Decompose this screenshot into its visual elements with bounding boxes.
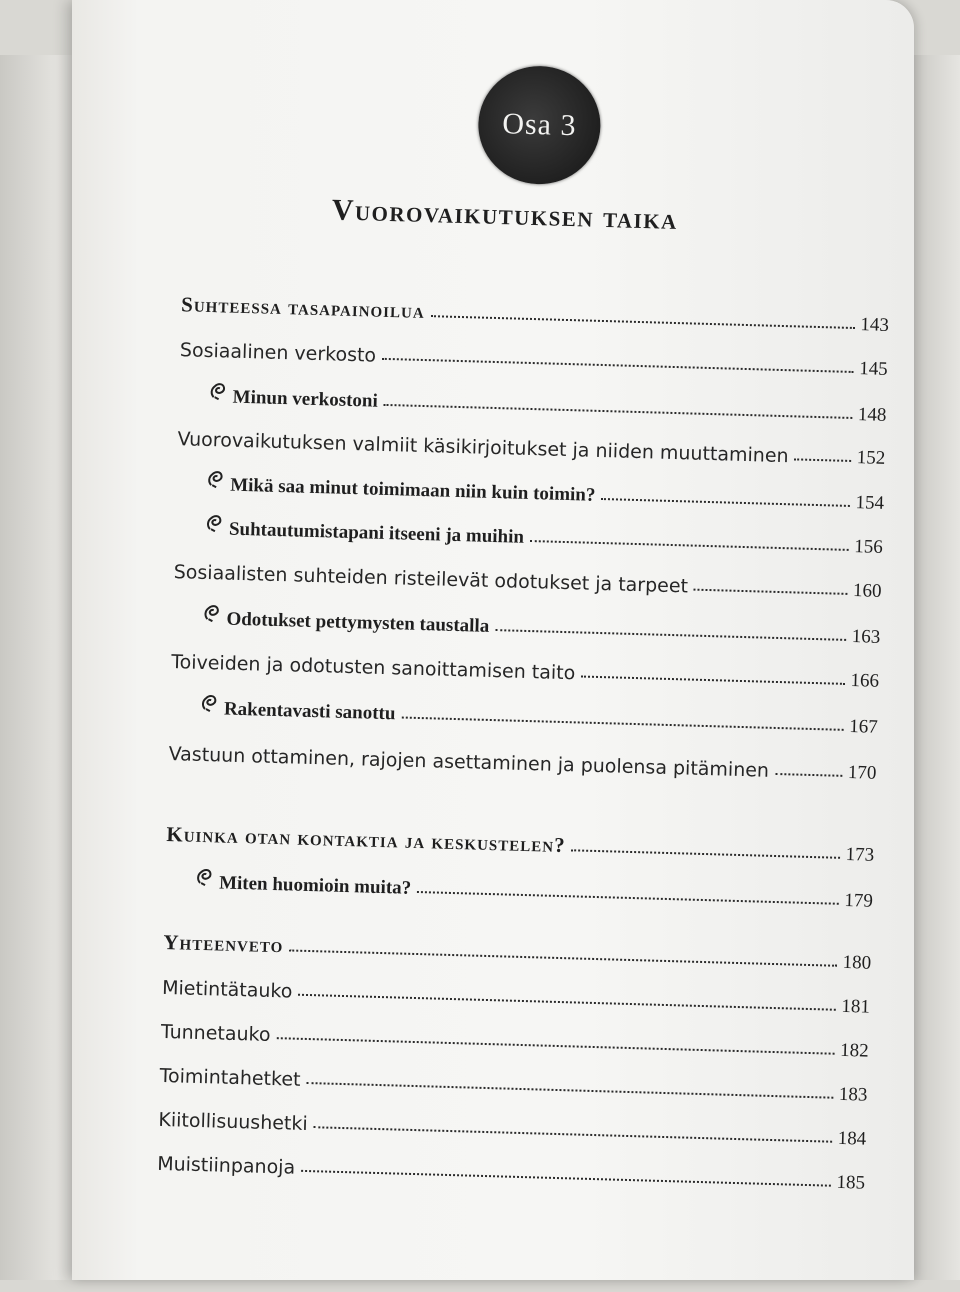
toc-entry-row xyxy=(168,731,877,785)
dot-leader xyxy=(431,315,855,329)
toc-entry-row xyxy=(162,965,871,1019)
toc-label: Miten huomioin muita? xyxy=(218,872,412,899)
dot-leader xyxy=(601,498,849,507)
toc-page-number: 179 xyxy=(844,889,874,912)
dot-leader xyxy=(530,540,848,551)
dot-leader xyxy=(382,358,853,373)
pencil-exercise-icon xyxy=(200,692,219,712)
part-badge xyxy=(477,64,602,185)
toc-label: Kuinka otan kontaktia ja keskustelen? xyxy=(166,821,566,858)
dot-leader xyxy=(571,849,839,858)
toc-page-number: 148 xyxy=(857,404,887,426)
toc-page-number: 166 xyxy=(850,670,880,692)
toc-page-number: 183 xyxy=(838,1083,868,1106)
dot-leader xyxy=(417,891,838,905)
toc-label: Minun verkostoni xyxy=(232,386,379,412)
dot-leader xyxy=(581,676,844,685)
dot-leader xyxy=(306,1082,832,1099)
toc-label: Mikä saa minut toimimaan niin kuin toimin? xyxy=(229,474,596,506)
toc-page-number: 185 xyxy=(836,1171,866,1194)
toc-entry-row xyxy=(173,549,882,603)
dot-leader xyxy=(298,994,835,1011)
toc-page-number: 154 xyxy=(855,492,885,514)
toc-page-number: 145 xyxy=(858,358,889,380)
toc-page-number: 184 xyxy=(837,1127,867,1150)
toc-page-number: 160 xyxy=(852,580,882,602)
dot-leader xyxy=(694,589,847,595)
toc-entry-row xyxy=(159,1053,868,1107)
dot-leader xyxy=(301,1170,830,1187)
toc-entry-row xyxy=(158,1097,867,1151)
toc-entry-row xyxy=(161,1009,870,1063)
pencil-exercise-icon xyxy=(205,512,224,532)
toc-exercise-row xyxy=(206,462,885,515)
toc-page-number: 156 xyxy=(853,536,884,558)
toc-page-number: 182 xyxy=(839,1039,869,1062)
dot-leader xyxy=(495,629,846,641)
toc-page-number: 152 xyxy=(856,447,886,469)
dot-leader xyxy=(384,404,852,419)
toc-entry-row xyxy=(171,639,880,693)
dot-leader xyxy=(401,716,843,730)
dot-leader xyxy=(794,458,850,462)
toc-section-row xyxy=(163,921,872,975)
pencil-exercise-icon xyxy=(209,380,228,400)
toc-label: Suhtautumistapani itseeni ja muihin xyxy=(228,518,525,548)
toc-label: Vuorovaikutuksen valmiit käsikirjoitukset ja niiden muuttaminen xyxy=(177,428,789,468)
toc-label: Odotukset pettymysten taustalla xyxy=(226,608,490,637)
toc-label: Sosiaalinen verkosto xyxy=(179,339,377,367)
toc-entry-row xyxy=(157,1141,866,1195)
toc-label: Tunnetauko xyxy=(160,1020,271,1046)
toc-exercise-row xyxy=(200,686,879,739)
toc-page-number: 170 xyxy=(847,761,877,784)
part-title: Vuorovaikutuksen taika xyxy=(331,193,679,237)
toc-entry-row xyxy=(177,416,886,470)
toc-page-number: 163 xyxy=(851,626,881,648)
toc-exercise-row xyxy=(202,596,881,649)
dot-leader xyxy=(276,1037,834,1055)
pencil-exercise-icon xyxy=(195,866,214,886)
toc-label: Toiveiden ja odotusten sanoittamisen taito xyxy=(170,651,576,685)
toc-label: Rakentavasti sanottu xyxy=(223,698,396,725)
dot-leader xyxy=(314,1126,832,1142)
toc-page-number: 143 xyxy=(860,314,890,336)
book-page xyxy=(72,0,914,1280)
toc-label: Yhteenveto xyxy=(163,929,284,958)
pencil-exercise-icon xyxy=(206,468,225,488)
pencil-exercise-icon xyxy=(202,602,221,622)
toc-page-number: 173 xyxy=(845,843,875,866)
part-badge-label: Osa 3 xyxy=(501,107,577,143)
toc-section-row xyxy=(166,813,875,867)
toc-page-number: 180 xyxy=(842,951,872,974)
toc-label: Kiitollisuushetki xyxy=(158,1108,309,1136)
toc-label: Sosiaalisten suhteiden risteilevät odotukset ja tarpeet xyxy=(173,561,689,598)
toc-entry-row xyxy=(180,327,889,381)
toc-label: Mietintätauko xyxy=(161,976,293,1003)
page-content xyxy=(54,0,931,1292)
toc-page-number: 181 xyxy=(841,995,871,1018)
toc-section-row xyxy=(181,283,890,337)
toc-label: Toimintahetket xyxy=(159,1064,301,1091)
toc-label: Vastuun ottaminen, rajojen asettaminen ja puolensa pitäminen xyxy=(168,743,770,782)
dot-leader xyxy=(289,949,836,966)
toc-label: Muistiinpanoja xyxy=(156,1152,296,1179)
toc-exercise-row xyxy=(205,506,884,559)
dot-leader xyxy=(775,773,842,777)
toc-label: Suhteessa tasapainoilua xyxy=(180,292,426,323)
toc-page-number: 167 xyxy=(848,716,879,738)
toc-exercise-row xyxy=(195,860,874,913)
